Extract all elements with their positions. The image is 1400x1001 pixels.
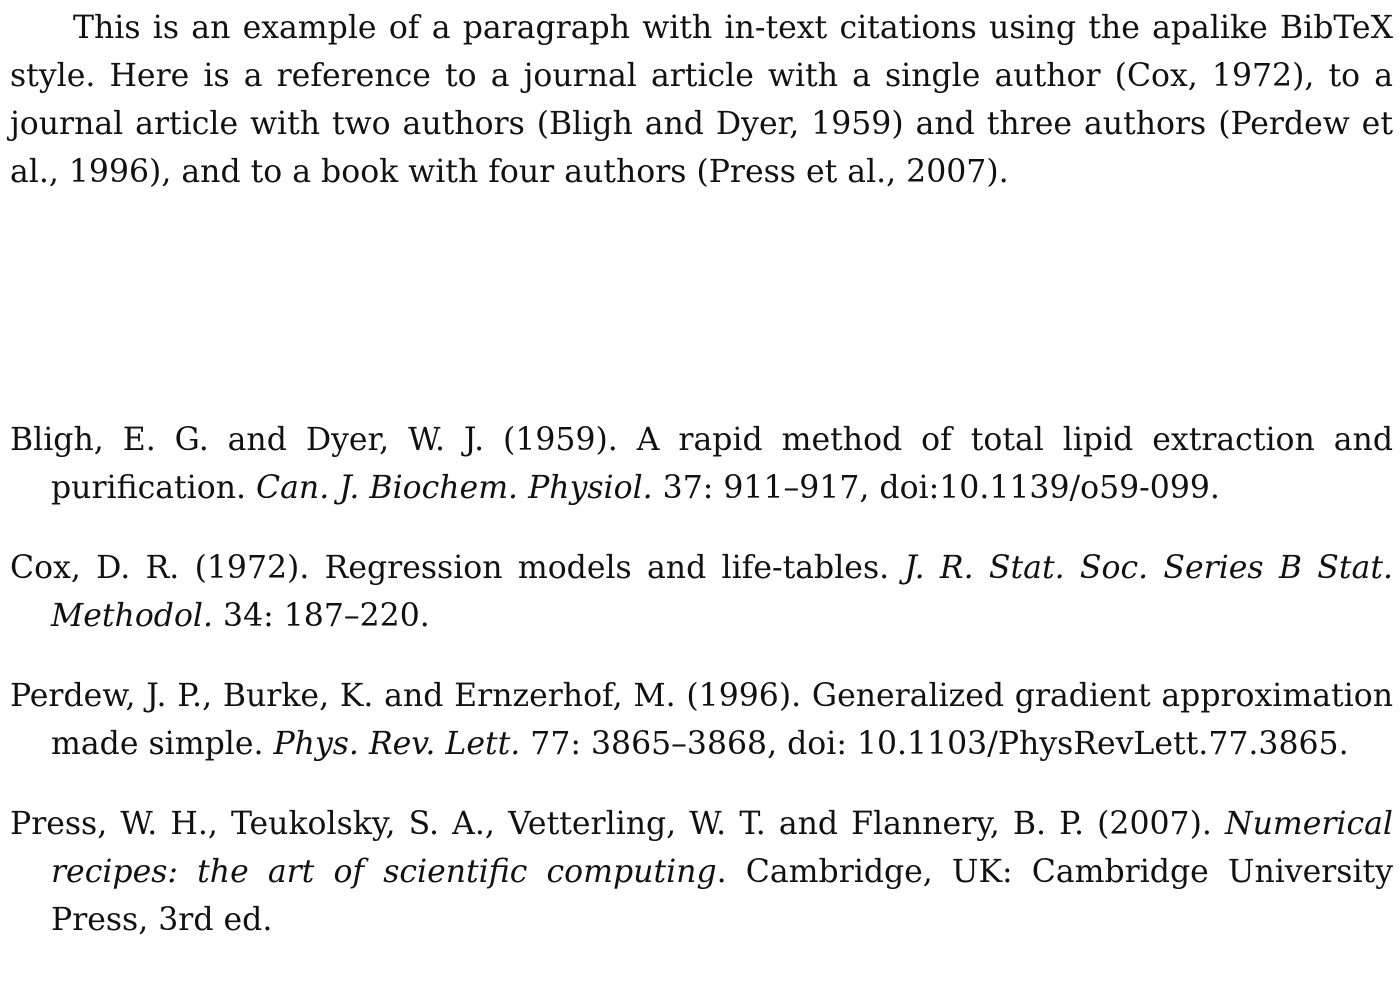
paragraph-text: , and to a book with four authors: [161, 154, 697, 190]
reference-text: Cox, D. R. (1972). Regression models and life-tables.: [10, 550, 905, 586]
citation-perdew[interactable]: (Perdew et al., 1996): [10, 106, 1393, 190]
reference-text: 37: 911–917, doi:10.1139/o59-099.: [652, 470, 1220, 506]
citation-press[interactable]: (Press et al., 2007): [696, 154, 999, 190]
paragraph-text: and three authors: [903, 106, 1219, 142]
reference-text: 34: 187–220.: [213, 598, 430, 634]
reference-text: Press, W. H., Teukolsky, S. A., Vetterling, W. T. and Flannery, B. P. (2007).: [10, 806, 1225, 842]
reference-cox: [10, 544, 1393, 640]
reference-journal: Phys. Rev. Lett.: [273, 726, 521, 762]
reference-journal: Can. J. Biochem. Physiol.: [256, 470, 653, 506]
reference-journal: J. R. Stat. Soc. Series B Stat. Methodol.: [51, 550, 1393, 634]
reference-bligh-dyer: [10, 416, 1393, 512]
reference-text: 77: 3865–3868, doi: 10.1103/PhysRevLett.77.3865.: [520, 726, 1349, 762]
reference-text: Bligh, E. G. and Dyer, W. J. (1959). A rapid method of total lipid extraction and purification.: [10, 422, 1393, 506]
paragraph-text: , to a journal article with two authors: [10, 58, 1393, 142]
reference-perdew: [10, 672, 1393, 768]
paragraph-text: .: [998, 154, 1009, 190]
reference-list: [10, 416, 1393, 944]
reference-press: [10, 800, 1393, 944]
citation-cox[interactable]: (Cox, 1972): [1114, 58, 1305, 94]
body-paragraph: [10, 4, 1393, 196]
reference-text: Perdew, J. P., Burke, K. and Ernzerhof, M. (1996). Generalized gradient approximation made simple.: [10, 678, 1393, 762]
paragraph-text: This is an example of a paragraph with in-text citations using the apalike BibTeX style. Here is a reference to a journal article with a single author: [10, 10, 1393, 94]
reference-book-title: Numerical recipes: the art of scientific computing: [51, 806, 1393, 890]
citation-bligh-dyer[interactable]: (Bligh and Dyer, 1959): [536, 106, 904, 142]
reference-text: . Cambridge, UK: Cambridge University Press, 3rd ed.: [51, 854, 1393, 938]
